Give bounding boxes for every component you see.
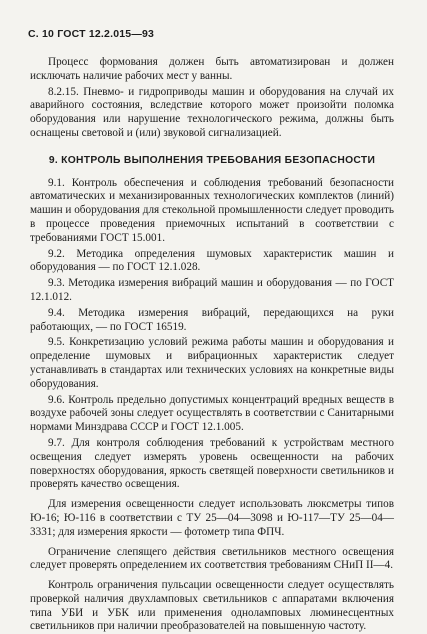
paragraph-9-3: 9.3. Методика измерения вибраций машин и оборудования — по ГОСТ 12.1.012. <box>30 277 394 303</box>
paragraph-9-5: 9.5. Конкретизацию условий режима работы машин и оборудования и определение шумовых и вибрационных характеристик следует устанавливать в стандартах или технических условиях на конкретные виды оборудования. <box>30 336 394 390</box>
section-title: 9. КОНТРОЛЬ ВЫПОЛНЕНИЯ ТРЕБОВАНИЯ БЕЗОПАСНОСТИ <box>48 154 376 166</box>
document-body <box>30 56 394 634</box>
paragraph-pulsation-control: Контроль ограничения пульсации освещенности следует осуществлять проверкой наличия двухламповых светильников с аппаратами включения типа УБИ и УБК или применения одноламповых люминесцентных светильников при наличии преобразователей на повышенную частоту. <box>30 579 394 633</box>
paragraph-8-2-15: 8.2.15. Пневмо- и гидроприводы машин и оборудования на случай их аварийного состояния, вследствие которого может произойти поломка оборудования или нарушение технологического режима, должны быть оснащены световой и (или) звуковой сигнализацией. <box>30 85 394 139</box>
paragraph-9-7: 9.7. Для контроля соблюдения требований к устройствам местного освещения следует измерять уровень освещенности на рабочих поверхностях оборудования, яркость светящей поверхности светильников и проверять качество освещения. <box>30 436 394 491</box>
paragraph-glare-limit: Ограничение слепящего действия светильников местного освещения следует проверять определением их соответствия требованиям СНиП II—4. <box>30 545 394 572</box>
paragraph-9-2: 9.2. Методика определения шумовых характеристик машин и оборудования — по ГОСТ 12.1.028. <box>30 247 394 274</box>
paragraph-illuminance-measurement: Для измерения освещенности следует использовать люксметры типов Ю-16; Ю-116 в соответствии с ТУ 25—04—3098 и Ю-117—ТУ 25—04—3331; для измерения яркости — фотометр типа ФПЧ. <box>30 498 394 538</box>
paragraph-9-6: 9.6. Контроль предельно допустимых концентраций вредных веществ в воздухе рабочей зоны следует осуществлять в соответствии с Санитарными нормами Минздрава СССР и ГОСТ 12.1.005. <box>30 393 394 434</box>
paragraph-9-1: 9.1. Контроль обеспечения и соблюдения требований безопасности автоматических и механизированных технологических комплектов (линий) машин и оборудования для стекольной промышленности следует проводить в процессе проведения приемочных испытаний в соответствии с требованиями ГОСТ 15.001. <box>30 176 394 244</box>
paragraph-forming: Процесс формования должен быть автоматизирован и должен исключать наличие рабочих мест у ванны. <box>30 56 394 82</box>
paragraph-9-4: 9.4. Методика измерения вибраций, передающихся на руки работающих, — по ГОСТ 16519. <box>30 306 394 333</box>
page-header: С. 10 ГОСТ 12.2.015—93 <box>28 28 155 40</box>
